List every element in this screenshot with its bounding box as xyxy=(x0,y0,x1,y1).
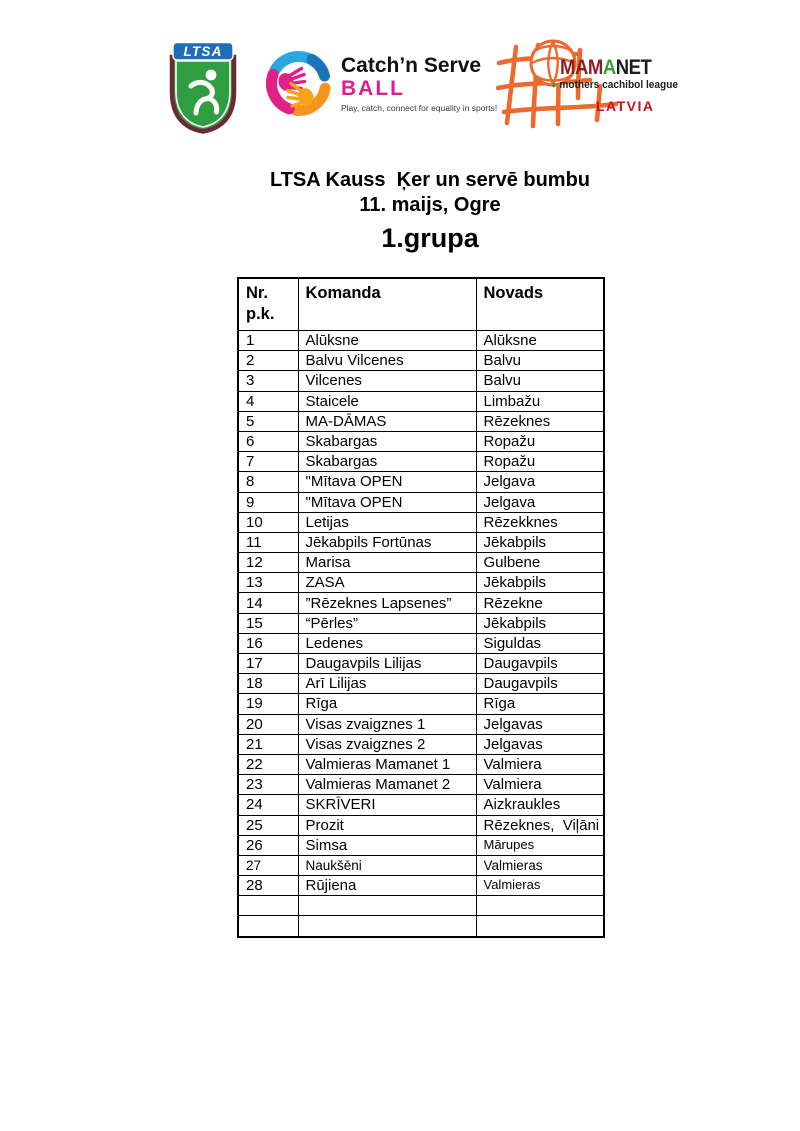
cell-komanda: Arī Lilijas xyxy=(298,674,476,694)
table-row xyxy=(238,855,604,875)
mamanet-country-label: LATVIA xyxy=(596,98,655,114)
cell-nr xyxy=(238,916,298,937)
cell-novads: Rīga xyxy=(476,694,604,714)
cell-nr: 18 xyxy=(238,674,298,694)
header-nr-line1: Nr. xyxy=(246,284,269,302)
table-row xyxy=(238,896,604,916)
catchnserve-text xyxy=(341,54,501,113)
table-row xyxy=(238,391,604,411)
cell-novads: Valmiera xyxy=(476,775,604,795)
cell-nr: 7 xyxy=(238,452,298,472)
table-row xyxy=(238,371,604,391)
event-date-location: 11. maijs, Ogre xyxy=(359,194,501,216)
header-komanda: Komanda xyxy=(298,278,476,331)
title-block xyxy=(60,168,800,254)
mamanet-wordmark-net: NET xyxy=(615,56,652,79)
header-nr-line2: p.k. xyxy=(246,305,275,323)
cell-novads: Daugavpils xyxy=(476,674,604,694)
cell-nr xyxy=(238,896,298,916)
mamanet-wordmark xyxy=(560,56,651,80)
table-row xyxy=(238,431,604,451)
cell-komanda: Vilcenes xyxy=(298,371,476,391)
cell-komanda xyxy=(298,896,476,916)
cell-novads: Valmiera xyxy=(476,754,604,774)
cell-novads: Jelgava xyxy=(476,472,604,492)
cell-novads: Daugavpils xyxy=(476,654,604,674)
cell-novads xyxy=(476,896,604,916)
cell-novads: Jēkabpils xyxy=(476,613,604,633)
cell-novads: Ropažu xyxy=(476,452,604,472)
cell-novads: Jelgavas xyxy=(476,714,604,734)
cell-novads: Limbažu xyxy=(476,391,604,411)
table-row xyxy=(238,512,604,532)
table-row xyxy=(238,835,604,855)
team-table xyxy=(237,277,605,938)
cell-komanda: Visas zvaigznes 1 xyxy=(298,714,476,734)
table-row xyxy=(238,916,604,937)
cell-nr: 14 xyxy=(238,593,298,613)
cell-nr: 27 xyxy=(238,855,298,875)
cell-novads xyxy=(476,916,604,937)
cell-komanda: Naukšēni xyxy=(298,855,476,875)
table-row xyxy=(238,795,604,815)
cell-novads: Rēzekne xyxy=(476,593,604,613)
cell-komanda: Marisa xyxy=(298,553,476,573)
cell-nr: 19 xyxy=(238,694,298,714)
cell-nr: 12 xyxy=(238,553,298,573)
cell-nr: 4 xyxy=(238,391,298,411)
cell-nr: 6 xyxy=(238,431,298,451)
cell-komanda: Skabargas xyxy=(298,452,476,472)
cell-komanda: Skabargas xyxy=(298,431,476,451)
cell-komanda xyxy=(298,916,476,937)
header-novads: Novads xyxy=(476,278,604,331)
cell-komanda: SKRĪVERI xyxy=(298,795,476,815)
group-title: 1.grupa xyxy=(381,223,479,253)
ltsa-logo-icon xyxy=(166,40,240,134)
cell-komanda: Prozit xyxy=(298,815,476,835)
cell-nr: 9 xyxy=(238,492,298,512)
event-title: LTSA Kauss Ķer un servē bumbu xyxy=(269,169,591,191)
catchnserve-ball-label: BALL xyxy=(341,77,405,100)
cell-komanda: "Mītava OPEN xyxy=(298,472,476,492)
ltsa-banner-text: LTSA xyxy=(183,44,223,59)
cell-novads: Rēzekknes xyxy=(476,512,604,532)
cell-novads: Jelgava xyxy=(476,492,604,512)
table-row xyxy=(238,754,604,774)
cell-nr: 13 xyxy=(238,573,298,593)
table-row xyxy=(238,553,604,573)
cell-komanda: Simsa xyxy=(298,835,476,855)
cell-komanda: Letijas xyxy=(298,512,476,532)
team-table-body xyxy=(238,331,604,937)
cell-novads: Gulbene xyxy=(476,553,604,573)
catchnserve-hands-icon xyxy=(265,50,332,117)
cell-komanda: Daugavpils Lilijas xyxy=(298,654,476,674)
table-row xyxy=(238,714,604,734)
cell-komanda: Alūksne xyxy=(298,331,476,351)
cell-novads: Aizkraukles xyxy=(476,795,604,815)
table-row xyxy=(238,876,604,896)
table-row xyxy=(238,694,604,714)
cell-nr: 26 xyxy=(238,835,298,855)
catchnserve-title: Catch’n Serve xyxy=(341,54,482,77)
cell-nr: 28 xyxy=(238,876,298,896)
cell-komanda: ”Rēzeknes Lapsenes” xyxy=(298,593,476,613)
table-row xyxy=(238,351,604,371)
table-row xyxy=(238,613,604,633)
cell-novads: Mārupes xyxy=(476,835,604,855)
cell-komanda: Ledenes xyxy=(298,633,476,653)
cell-komanda: “Pērles” xyxy=(298,613,476,633)
cell-nr: 10 xyxy=(238,512,298,532)
cell-nr: 16 xyxy=(238,633,298,653)
cell-novads: Rēzeknes xyxy=(476,411,604,431)
table-row xyxy=(238,593,604,613)
cell-novads: Ropažu xyxy=(476,431,604,451)
cell-novads: Jēkabpils xyxy=(476,532,604,552)
header-nr xyxy=(238,278,298,331)
cell-komanda: Staicele xyxy=(298,391,476,411)
cell-nr: 8 xyxy=(238,472,298,492)
table-row xyxy=(238,674,604,694)
cell-komanda: Valmieras Mamanet 1 xyxy=(298,754,476,774)
cell-nr: 23 xyxy=(238,775,298,795)
cell-novads: Alūksne xyxy=(476,331,604,351)
cell-novads: Balvu xyxy=(476,371,604,391)
cell-nr: 5 xyxy=(238,411,298,431)
cell-novads: Siguldas xyxy=(476,633,604,653)
table-row xyxy=(238,734,604,754)
cell-komanda: ZASA xyxy=(298,573,476,593)
cell-nr: 2 xyxy=(238,351,298,371)
table-row xyxy=(238,411,604,431)
mamanet-wordmark-mam: MAM xyxy=(560,56,603,79)
cell-nr: 15 xyxy=(238,613,298,633)
table-row xyxy=(238,633,604,653)
mamanet-wordmark-a: A xyxy=(602,56,616,79)
table-row xyxy=(238,452,604,472)
table-row xyxy=(238,775,604,795)
cell-novads: Jēkabpils xyxy=(476,573,604,593)
cell-novads: Rēzeknes, Viļāni xyxy=(476,815,604,835)
cell-nr: 25 xyxy=(238,815,298,835)
cell-nr: 3 xyxy=(238,371,298,391)
cell-komanda: Balvu Vilcenes xyxy=(298,351,476,371)
cell-komanda: Valmieras Mamanet 2 xyxy=(298,775,476,795)
mamanet-bullet-icon: ● xyxy=(551,80,557,91)
mamanet-league-line xyxy=(551,79,678,91)
cell-nr: 17 xyxy=(238,654,298,674)
cell-komanda: MA-DĀMAS xyxy=(298,411,476,431)
table-row xyxy=(238,573,604,593)
table-row xyxy=(238,815,604,835)
table-row xyxy=(238,331,604,351)
cell-komanda: Visas zvaigznes 2 xyxy=(298,734,476,754)
header-row xyxy=(238,278,604,331)
cell-nr: 1 xyxy=(238,331,298,351)
cell-komanda: Jēkabpils Fortūnas xyxy=(298,532,476,552)
cell-nr: 22 xyxy=(238,754,298,774)
cell-nr: 11 xyxy=(238,532,298,552)
cell-novads: Valmieras xyxy=(476,855,604,875)
cell-nr: 24 xyxy=(238,795,298,815)
cell-novads: Jelgavas xyxy=(476,734,604,754)
table-row xyxy=(238,654,604,674)
cell-novads: Valmieras xyxy=(476,876,604,896)
cell-nr: 21 xyxy=(238,734,298,754)
cell-nr: 20 xyxy=(238,714,298,734)
team-table-header xyxy=(238,278,604,331)
mamanet-league-text: mothers cachibol league xyxy=(556,79,679,91)
cell-komanda: Rūjiena xyxy=(298,876,476,896)
table-row xyxy=(238,472,604,492)
table-row xyxy=(238,492,604,512)
catchnserve-tagline: Play, catch, connect for equality in sports! xyxy=(341,103,498,113)
mamanet-logo xyxy=(496,36,679,136)
table-row xyxy=(238,532,604,552)
cell-komanda: Rīga xyxy=(298,694,476,714)
cell-novads: Balvu xyxy=(476,351,604,371)
cell-komanda: "Mītava OPEN xyxy=(298,492,476,512)
